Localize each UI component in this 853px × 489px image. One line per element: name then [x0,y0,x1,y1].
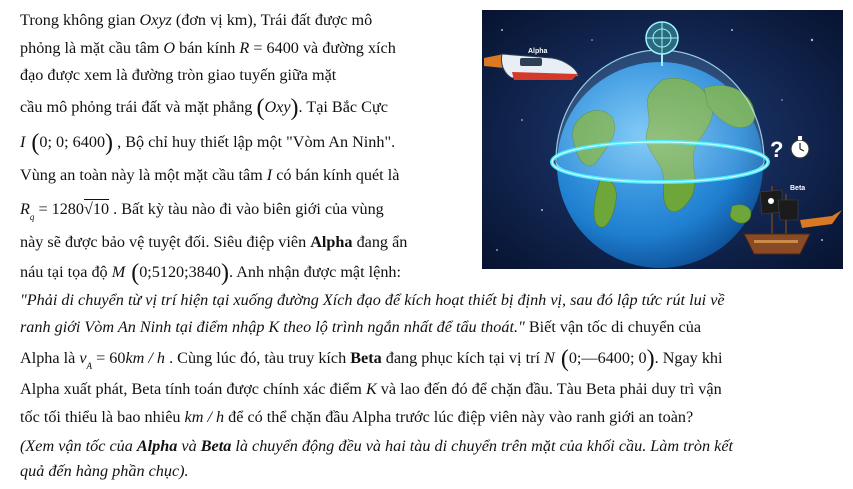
text-line-8 [20,231,407,253]
text: . Anh nhận được mật lệnh: [229,263,402,281]
text: để có thể chặn đầu Alpha trước lúc điệp viên này vào ranh giới an toàn? [224,408,694,426]
text-line-5 [20,130,396,156]
text: . Ngay khi [654,349,723,367]
text: có bán kính quét là [272,166,400,184]
text: quả đến hàng phần chục). [20,462,189,480]
question-mark: ? [770,137,784,162]
math-value: = 60 [92,349,126,367]
text: Alpha xuất phát, Beta tính toán được chính xác điểm [20,380,366,398]
text-line-7 [20,198,384,228]
text-line-12 [20,347,723,377]
alpha-bold: Alpha [310,233,353,251]
text-line-1 [20,9,372,31]
text: phỏng là mặt cầu tâm [20,39,164,57]
text-line-16 [20,460,189,482]
math-i: I [20,133,26,151]
text-line-10 [20,289,725,311]
math-n: N [544,349,555,367]
text: . Tại Bắc Cực [298,98,388,116]
math-o: O [163,39,176,57]
text: . Bất kỳ tàu nào đi vào biên giới của vùng [109,200,384,218]
text: và [177,437,201,455]
math-subscript: q [29,212,35,222]
illustration-svg [482,10,843,269]
text-line-3 [20,64,336,86]
text: . Cùng lúc đó, tàu truy kích [165,349,351,367]
math-r: R [239,39,250,57]
math-unit: km / h [125,349,166,367]
math-coords: 0; 0; 6400 [39,133,106,151]
paren: ) [221,260,230,286]
alpha-bold: Alpha [136,437,178,455]
text: Alpha là [20,349,80,367]
math-oxy: Oxy [264,98,291,116]
text: bán kính [175,39,240,57]
text: "Phải di chuyển từ vị trí hiện tại xuống đường Xích đạo để kích hoạt thiết bị định vị, sau đó lập tức rút lui về [20,291,725,309]
text: Biết vận tốc di chuyển của [524,318,702,336]
text: náu tại tọa độ [20,263,112,281]
math-coords: 0;—6400; 0 [568,349,647,367]
text: cầu mô phỏng trái đất và mặt phẳng [20,98,257,116]
math-coords: 0;5120;3840 [139,263,222,281]
text: Vùng an toàn này là một mặt cầu tâm [20,166,267,184]
math-i: I [266,166,273,184]
math-k: K [365,380,377,398]
earth-dome-illustration [482,10,843,269]
beta-bold: Beta [350,349,382,367]
text: (đơn vị km), Trái đất được mô [171,11,373,29]
text: Trong không gian [20,11,140,29]
math-r: R [20,200,30,218]
text: (Xem vận tốc của [20,437,137,455]
beta-bold: Beta [200,437,232,455]
math-sqrt: √10 [84,200,110,218]
paren: ( [554,346,569,372]
paren: ) [646,346,655,372]
text-italic: ranh giới Vòm An Ninh tại điểm nhập K theo lộ trình ngắn nhất để tẩu thoát." [20,318,525,336]
paren: ) [105,130,114,156]
text-line-4 [20,95,388,121]
math-value: = 6400 [249,39,299,57]
text: đang phục kích tại vị trí [381,349,545,367]
paren: ( [25,130,40,156]
beta-label: Beta [790,185,806,192]
text-line-9 [20,260,402,286]
text: và đường xích [298,39,396,57]
alpha-label: Alpha [528,48,548,55]
text: đạo được xem là đường tròn giao tuyến giữa mặt [20,66,337,84]
text: đang ẩn [352,233,408,251]
text: và lao đến đó để chặn đầu. Tàu Beta phải duy trì vận [376,380,722,398]
text: tốc tối thiểu là bao nhiêu [20,408,185,426]
text: này sẽ được bảo vệ tuyệt đối. Siêu điệp viên [20,233,311,251]
text-line-11 [20,316,701,338]
math-unit: km / h [184,408,225,426]
text: là chuyển động đều và hai tàu di chuyển trên mặt của khối cầu. Làm tròn kết [231,437,734,455]
text-line-13 [20,378,722,400]
text-line-2 [20,37,396,59]
text-line-14 [20,406,693,428]
math-oxyz: Oxyz [139,11,172,29]
math-m: M [111,263,126,281]
text-line-15 [20,435,733,457]
text: , Bộ chỉ huy thiết lập một "Vòm An Ninh". [113,133,396,151]
math-v: v [79,349,87,367]
math-subscript: A [86,361,93,371]
paren: ) [290,95,299,121]
paren: ( [256,95,265,121]
math-value: = 1280 [34,200,84,218]
paren: ( [125,260,140,286]
text-line-6 [20,164,399,186]
